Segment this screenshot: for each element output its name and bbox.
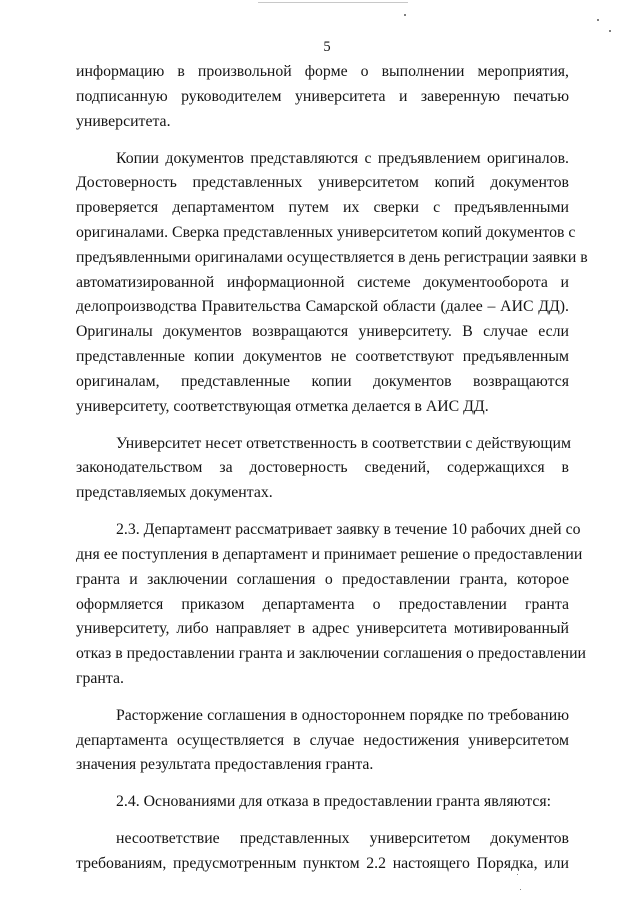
text-line: гранта и заключении соглашения о предоставлении гранта, которое bbox=[76, 570, 569, 588]
document-body bbox=[76, 60, 588, 889]
text-line: представляемых документах. bbox=[76, 484, 273, 502]
paragraph bbox=[76, 60, 569, 134]
paragraph bbox=[76, 790, 569, 815]
paragraph bbox=[76, 704, 569, 778]
text-line: значения результата предоставления гранта. bbox=[76, 756, 374, 774]
text-line: оформляется приказом департамента о предоставлении гранта bbox=[76, 595, 569, 613]
text-line: университета. bbox=[76, 112, 171, 130]
paragraph bbox=[76, 147, 588, 420]
text-line: гранта. bbox=[76, 669, 124, 687]
text-line: дня ее поступления в департамент и принимает решение о предоставлении bbox=[76, 545, 583, 563]
text-line: 2.3. Департамент рассматривает заявку в течение 10 рабочих дней со bbox=[116, 521, 581, 539]
paragraph bbox=[76, 827, 569, 877]
scan-edge-line bbox=[258, 2, 408, 3]
scan-speck bbox=[609, 30, 611, 32]
text-line: департамента осуществляется в случае недостижения университетом bbox=[76, 731, 569, 749]
text-line: автоматизированной информационной системе документооборота и bbox=[76, 273, 569, 291]
page-number: 5 bbox=[323, 39, 331, 55]
text-line: Оригиналы документов возвращаются университету. В случае если bbox=[76, 323, 569, 341]
text-line: Расторжение соглашения в одностороннем порядке по требованию bbox=[116, 706, 569, 724]
text-line: законодательством за достоверность сведений, содержащихся в bbox=[76, 459, 569, 477]
text-line: Копии документов представляются с предъявлением оригиналов. bbox=[116, 149, 569, 167]
scan-speck bbox=[597, 19, 599, 21]
text-line: оригиналам, представленные копии документов возвращаются bbox=[76, 372, 569, 390]
text-line: университету, соответствующая отметка делается в АИС ДД. bbox=[76, 397, 489, 415]
text-line: Достоверность представленных университетом копий документов bbox=[76, 174, 569, 192]
text-line: 2.4. Основаниями для отказа в предоставлении гранта являются: bbox=[116, 793, 552, 811]
text-line: представленные копии документов не соответствуют предъявленным bbox=[76, 347, 569, 365]
paragraph bbox=[76, 518, 587, 692]
text-line: оригиналами. Сверка представленных университетом копий документов с bbox=[76, 223, 576, 241]
text-line: несоответствие представленных университетом документов bbox=[116, 830, 569, 848]
text-line: делопроизводства Правительства Самарской области (далее – АИС ДД). bbox=[76, 298, 569, 316]
text-line: подписанную руководителем университета и заверенную печатью bbox=[76, 87, 569, 105]
text-line: требованиям, предусмотренным пунктом 2.2 настоящего Порядка, или bbox=[76, 855, 569, 873]
text-line: информацию в произвольной форме о выполнении мероприятия, bbox=[76, 63, 569, 80]
text-line: университету, либо направляет в адрес университета мотивированный bbox=[76, 620, 569, 638]
text-line: отказ в предоставлении гранта и заключении соглашения о предоставлении bbox=[76, 645, 587, 663]
scan-speck bbox=[404, 14, 406, 16]
text-line: проверяется департаментом путем их сверки с предъявленными bbox=[76, 199, 569, 217]
paragraph bbox=[76, 432, 569, 506]
text-line: предъявленными оригиналами осуществляется в день регистрации заявки в bbox=[76, 248, 588, 266]
text-line: Университет несет ответственность в соответствии с действующим bbox=[116, 434, 571, 452]
